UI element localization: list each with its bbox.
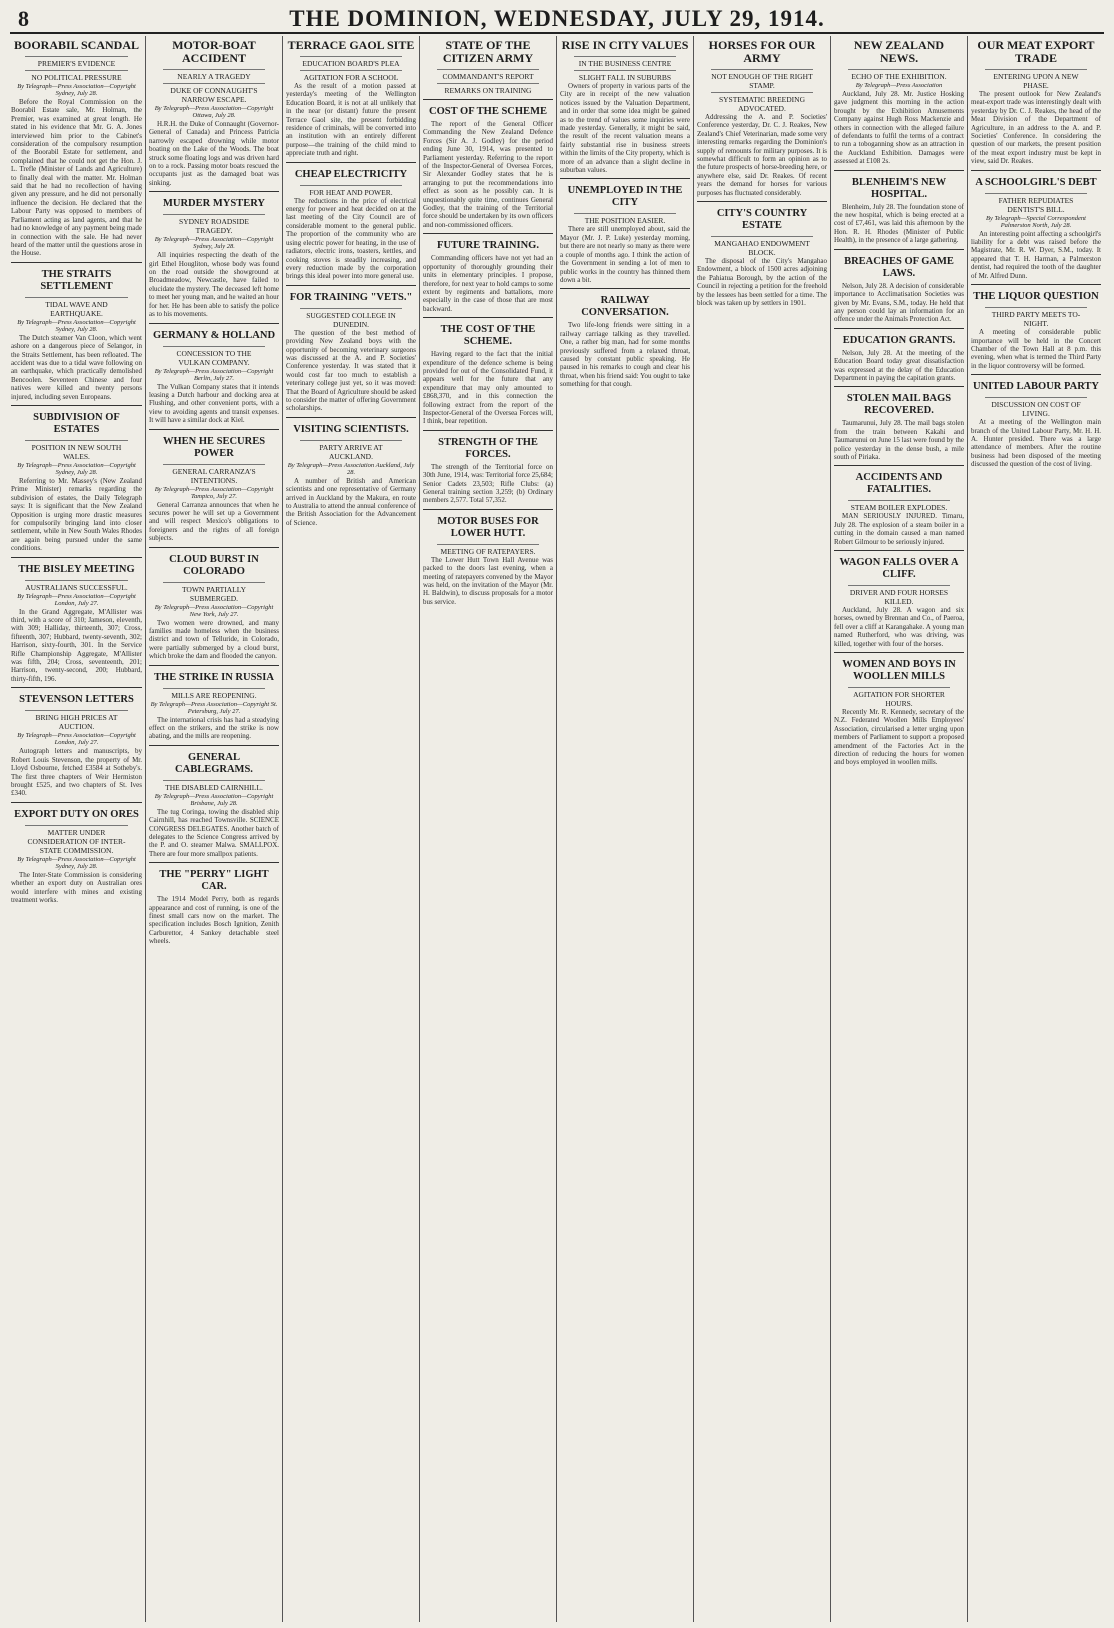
article-headline: STATE OF THE CITIZEN ARMY [442, 38, 534, 65]
article-paragraph: Nelson, July 28. A decision of considerable importance to Acclimatisation Societies was given by Mr. Evans, S.M., today. He held that any person could lay an information for an offence under the Animals Protection Act. [834, 281, 964, 324]
article-body [971, 90, 1101, 166]
article-subhead: EDUCATION BOARD'S PLEA [300, 56, 402, 68]
article-deck: SYDNEY ROADSIDE TRAGEDY. [163, 214, 265, 235]
article-body [11, 608, 142, 684]
page-number: 8 [18, 6, 29, 31]
article-divider [834, 328, 964, 329]
article-paragraph: Having regard to the fact that the initial expenditure of the defence scheme is being provided for out of the Consolidated Fund, it appears well for the future that any expenditure that may only amounted to £868,370, and in this connection the following extract from the report of the Inspector-General of the Oversea Forces will, I think, bear repetition. [423, 350, 553, 426]
article-divider [423, 99, 553, 100]
article [149, 191, 279, 318]
article [286, 36, 416, 158]
article-body [149, 716, 279, 741]
article-divider [149, 862, 279, 863]
article-body [423, 120, 553, 229]
article-body [286, 197, 416, 281]
article-body [834, 282, 964, 324]
article-divider [560, 288, 690, 289]
article-paragraph: Recently Mr. R. Kennedy, secretary of the N.Z. Federated Woollen Mills Employees' Association, circularised a letter urging upon members of Parliament to support a proposed amendment of the Factories Act in the direction of reducing the hours for women and boys employed in woollen mills. [834, 708, 964, 767]
article-headline: OUR MEAT EXPORT TRADE [977, 38, 1095, 65]
article-headline: THE BISLEY MEETING [18, 563, 135, 575]
article-paragraph: The Inter-State Commission is considering whether an export duty on Australian ores would interfere with mines and existing treatment works. [11, 870, 142, 904]
columns [8, 36, 1106, 1622]
article [560, 36, 690, 174]
article-paragraph: A number of British and American scientists and one representative of Germany arrived in Auckland by the Makura, en route to Australia to attend the annual conference of the British Association for the Advancement of Science. [286, 476, 416, 527]
article-body [834, 512, 964, 546]
article [834, 328, 964, 383]
article-deck: DISCUSSION ON COST OF LIVING. [985, 397, 1087, 418]
article-paragraph: The reductions in the price of electrical energy for power and heat decided on at the last meeting of the City Council are of considerable moment to the general public. The proportion of the community who are using electric power for heating, in the use of radiators, electric irons, toasters, kettles, and cooking stoves is steadily increasing, and every reduction made by the corporation brings this ideal power into more general use. [286, 196, 416, 281]
article-byline: By Telegraph—Press Association—Copyright Tampico, July 27. [154, 485, 274, 500]
article-headline: HORSES FOR OUR ARMY [708, 38, 816, 65]
article-deck: NO POLITICAL PRESSURE [25, 70, 128, 82]
article-paragraph: Before the Royal Commission on the Boorabil Estate sale, Mr. Holman, the Premier, was examined at great length. He stated in his evidence that Mr. G. A. Jones interviewed him prior to the Cabinet's consideration of the compulsory resumption of the Boorabil Estate for settlement, and complained that he could not get the Hon. J. L. Trefle (Minister of Lands and Agriculture) to finally deal with the matter. Mr. Holman said that he had no recollection of having given any pressure, and he did not personally influence the decision. He declared that the Labour Party was opposed to members of Parliament acting as land agents, and that he had no knowledge of any payment being made in connection with the sale. He had never heard of the matter until the questions arose in the House. [11, 98, 142, 258]
article-byline: By Telegraph—Press Association—Copyright Sydney, July 28. [17, 83, 136, 97]
article-divider [971, 284, 1101, 285]
article-headline: GENERAL CABLEGRAMS. [175, 751, 253, 775]
article [971, 36, 1101, 166]
article-subhead: IN THE BUSINESS CENTRE [574, 56, 676, 68]
article [834, 36, 964, 166]
article-divider [834, 386, 964, 387]
article-headline: STEVENSON LETTERS [19, 694, 134, 706]
article-paragraph: The Dutch steamer Van Cloon, which went ashore on a dangerous piece of Selangor, in the Straits Settlement, has been refloated. The accident was due to a tidal wave following on an earthquake, which practically demolished Bencoolen. Seventeen Chinese and four natives were killed and twenty persons injured, including seven Europeans. [11, 333, 142, 401]
article-headline: THE STRIKE IN RUSSIA [154, 671, 274, 683]
article [11, 36, 142, 258]
article-body [971, 328, 1101, 370]
article-headline: FOR TRAINING "VETS." [289, 291, 413, 303]
article-byline: By Telegraph—Press Association—Copyright Sydney, July 28. [154, 236, 274, 251]
article-paragraph: H.R.H. the Duke of Connaught (Governor-General of Canada) and Princess Patricia narrowly escaped drowning while motor boating on the Lake of the Woods. The boat struck some floating logs and was driven hard on to a rock. Passing motor boats rescued the occupants just as the damaged boat was sinking. [149, 120, 279, 187]
article [834, 652, 964, 767]
article-divider [149, 547, 279, 548]
article-body [834, 203, 964, 245]
article [149, 862, 279, 945]
article-headline: THE STRAITS SETTLEMENT [40, 268, 113, 292]
article-body [149, 895, 279, 945]
article-paragraph: MAN SERIOUSLY INJURED. Timaru, July 28. The explosion of a steam boiler in a cutting in the domain caused a man named Robert Gilmour to be seriously injured. [834, 512, 964, 546]
article-headline: EDUCATION GRANTS. [842, 334, 956, 346]
article [423, 317, 553, 426]
article-headline: COST OF THE SCHEME [429, 106, 547, 117]
article-body [11, 747, 142, 797]
article-byline: By Telegraph—Press Association—Copyright London, July 27. [17, 592, 136, 607]
article-paragraph: At a meeting of the Wellington main branch of the United Labour Party, Mr. H. H. A. Hunter presided. There was a large attendance of members. After the routine business had been disposed of the meeting discussed the question of the cost of living. [971, 418, 1101, 469]
article-deck: SUGGESTED COLLEGE IN DUNEDIN. [300, 308, 402, 329]
article [971, 374, 1101, 468]
article [971, 284, 1101, 370]
article-headline: RISE IN CITY VALUES [561, 38, 689, 52]
article-body [423, 463, 553, 505]
article [149, 547, 279, 661]
article-deck: MILLS ARE REOPENING. [163, 688, 265, 700]
article-paragraph: Referring to Mr. Massey's (New Zealand Prime Minister) remarks regarding the subdivision of estates, the Daily Telegraph says: It is significant that the New Zealand Opposition is urging more drastic measures for compulsorily bringing land into closer settlement, while in New South Wales Rhodes are again being pursued under the same conditions. [11, 476, 142, 553]
article-headline: STRENGTH OF THE FORCES. [438, 436, 538, 460]
article-headline: RAILWAY CONVERSATION. [581, 295, 669, 319]
article-byline: By Telegraph—Press Association—Copyright Sydney, July 28. [17, 318, 136, 333]
article-divider [11, 262, 142, 263]
article-byline: By Telegraph—Special Correspondent Palmerston North, July 28. [986, 214, 1086, 229]
article-byline: By Telegraph—Press Association—Copyright Brisbane, July 28. [154, 792, 274, 807]
article-headline: NEW ZEALAND NEWS. [853, 38, 945, 65]
article-divider [286, 417, 416, 418]
article-body [697, 257, 827, 307]
article-deck: MEETING OF RATEPAYERS. [437, 544, 539, 556]
article-body [423, 350, 553, 426]
article-deck: TOWN PARTIALLY SUBMERGED. [163, 582, 265, 603]
article-headline: STOLEN MAIL BAGS RECOVERED. [846, 393, 952, 417]
article [971, 170, 1101, 280]
column-4 [419, 36, 556, 1622]
article-deck: THE POSITION EASIER. [574, 213, 676, 225]
article-deck: MANGAHAO ENDOWMENT BLOCK. [711, 236, 813, 257]
article-byline: By Telegraph—Press Association—Copyright Sydney, July 28. [17, 461, 136, 476]
article-subhead: ENTERING UPON A NEW PHASE. [985, 69, 1087, 90]
article-paragraph: Commanding officers have not yet had an opportunity of thoroughly grounding their units in elementary principles. I propose, therefore, for next year to hold camps to some extent by regiments and battalions, more especially in the case of those that are most backward. [423, 254, 553, 313]
column-1 [8, 36, 145, 1622]
article-body [834, 708, 964, 767]
article-divider [697, 201, 827, 202]
article [423, 509, 553, 606]
column-3 [282, 36, 419, 1622]
article-deck: SYSTEMATIC BREEDING ADVOCATED. [711, 92, 813, 113]
article-body [286, 329, 416, 413]
article-byline: By Telegraph—Press Association—Copyright Berlin, July 27. [154, 367, 274, 382]
article [423, 233, 553, 313]
article-body [834, 90, 964, 166]
article-paragraph: The disposal of the City's Mangahao Endowment, a block of 1500 acres adjoining the Pahiatua Borough, by the action of the Council in rejecting a petition for the freehold by the lessees has been settled for a time. The block was taken up by settlers in 1901. [697, 257, 827, 308]
article-headline: WHEN HE SECURES POWER [162, 435, 266, 459]
article-deck: GENERAL CARRANZA'S INTENTIONS. [163, 464, 265, 485]
article-body [149, 251, 279, 318]
article [11, 557, 142, 684]
article-byline: By Telegraph—Press Association—Copyright London, July 27. [17, 732, 136, 747]
article [149, 429, 279, 543]
article-deck: THIRD PARTY MEETS TO-NIGHT. [985, 307, 1087, 328]
article-byline: By Telegraph—Press Association Auckland, July 28. [287, 461, 415, 476]
article-paragraph: The present outlook for New Zealand's meat-export trade was interestingly dealt with yesterday by Dr. C. J. Reakes, the head of the Meat Division of the Department of Agriculture, in an address to the A. and P. Societies' Conference. In considering the question of our markets, the present position of the meat export industry must be kept in view, said Dr. Reakes. [971, 90, 1101, 166]
article-deck: AUSTRALIANS SUCCESSFUL. [25, 580, 128, 592]
article-divider [834, 550, 964, 551]
article-body [149, 383, 279, 425]
article-deck: CONCESSION TO THE VULKAN COMPANY. [163, 346, 265, 367]
article [560, 178, 690, 284]
article-body [560, 82, 690, 174]
article-paragraph: Nelson, July 28. At the meeting of the Education Board today great dissatisfaction was expressed at the delay of the Education Department in paying the capitation grants. [834, 348, 964, 382]
article [11, 687, 142, 797]
article-deck: STEAM BOILER EXPLODES. [848, 500, 950, 512]
article-subhead: COMMANDANT'S REPORT [437, 69, 539, 81]
article-byline: By Telegraph—Press Association—Copyright New York, July 27. [154, 603, 274, 618]
article-paragraph: The international crisis has had a steadying effect on the strikers, and the strike is now abating, and the mills are reopening. [149, 715, 279, 741]
article [423, 99, 553, 229]
article-divider [286, 285, 416, 286]
article-byline: By Telegraph—Press Association—Copyright Ottawa, July 28. [154, 105, 274, 119]
article-subhead: PREMIER'S EVIDENCE [25, 56, 128, 68]
article-body [149, 120, 279, 187]
article [149, 36, 279, 187]
article-paragraph: Two life-long friends were sitting in a railway carriage talking as they travelled. One, a rather big man, had for some months previously suffered from a relaxed throat, caused by constant public speaking. He paused in his remarks to cough and clear his throat, when his friend said: You ought to take something for that cough. [560, 321, 690, 389]
article-divider [423, 233, 553, 234]
article-paragraph: There are still unemployed about, said the Mayor (Mr. J. P. Luke) yesterday morning, but there are not nearly so many as there were a couple of months ago. I think the action of the Government in sending a lot of men to public works in the country has thinned them down a bit. [560, 225, 690, 284]
article-headline: CHEAP ELECTRICITY [294, 168, 408, 180]
column-6 [693, 36, 830, 1622]
article-body [286, 82, 416, 158]
article-paragraph: The 1914 Model Perry, both as regards appearance and cost of running, is one of the finest small cars now on the market. The specification includes Bosch Ignition, Zenith Carburettor, 4 Sankey detachable steel wheels. [149, 895, 279, 946]
article [834, 465, 964, 546]
masthead [10, 6, 1104, 34]
article-divider [11, 557, 142, 558]
article-divider [149, 429, 279, 430]
article-divider [11, 802, 142, 803]
article-body [971, 418, 1101, 468]
article [11, 802, 142, 905]
article-headline: FUTURE TRAINING. [437, 240, 539, 252]
article-headline: CLOUD BURST IN COLORADO [169, 553, 259, 577]
article-body [149, 619, 279, 661]
article-paragraph: The report of the General Officer Commanding the New Zealand Defence Forces (Sir A. J. Godley) for the period ending June 30, 1914, was presented to Parliament yesterday. Referring to the report of the Inspector-General of Oversea Forces, Sir Alexander Godley states that he is arranging to put the recommendations into effect as soon as he possibly can. It is unquestionably quite time, continues General Godley, that the training of the Territorial force should be undertaken by its own officers and non-commissioned officers. [423, 120, 553, 229]
article-headline: EXPORT DUTY ON ORES [14, 808, 139, 820]
article-headline: VISITING SCIENTISTS. [293, 423, 409, 435]
article-paragraph: Owners of property in various parts of the City are in receipt of the new valuation notices issued by the Valuation Department, and in order that some idea might be gained as to the trend of values some inquiries were made yesterday. Generally, it might be said, the result of the recent valuation means a fairly substantial rise in business streets within the limits of the City property, which is more of an advance than a slight decline in suburban values. [560, 82, 690, 175]
column-2 [145, 36, 282, 1622]
article-headline: ACCIDENTS AND FATALITIES. [855, 472, 943, 496]
article-divider [423, 509, 553, 510]
article-body [11, 334, 142, 401]
article-deck: FATHER REPUDIATES DENTIST'S BILL. [985, 193, 1087, 214]
article-paragraph: The Lower Hutt Town Hall Avenue was packed to the doors last evening, when a meeting of ratepayers convened by the Mayor was held, on the invitation of the Mayor (Mr. H. Baldwin), to discuss proposals for a motor bus service. [423, 555, 553, 606]
article-headline: THE COST OF THE SCHEME. [440, 324, 536, 348]
article-paragraph: The Vulkan Company states that it intends leasing a Dutch harbour and docking area at Flushing, and other convenient ports, with a view to avoiding agents and transit expenses. It will have a similar dock at Kiel. [149, 382, 279, 425]
article [286, 285, 416, 413]
article-divider [149, 323, 279, 324]
article-deck: SLIGHT FALL IN SUBURBS [574, 70, 676, 82]
article-paragraph: The strength of the Territorial force on 30th June, 1914, was: Territorial force 25,684; Senior Cadets 23,503; Rifle Clubs: (a) General training section 3,259; (b) Ordinary members 2,577. Total 57,352. [423, 462, 553, 505]
article-deck: FOR HEAT AND POWER. [300, 185, 402, 197]
article-headline: THE "PERRY" LIGHT CAR. [159, 869, 269, 893]
article [149, 323, 279, 425]
article-deck: PARTY ARRIVE AT AUCKLAND. [300, 440, 402, 461]
article [834, 550, 964, 648]
article-paragraph: The tug Coringa, towing the disabled ship Cairnhill, has reached Townsville. SCIENCE CONGRESS DELEGATES. Another batch of delegates to the Science Congress arrived by the P. and O. steamer Malwa. SMALLPOX. There are four more smallpox patients. [149, 807, 279, 858]
article-paragraph: Autograph letters and manuscripts, by Robert Louis Stevenson, the property of Mr. Lloyd Osbourne, fetched £3584 at Sotheby's. The first three chapters of Weir Hermiston brought £525, and two chapters of St. Ives £340. [11, 747, 142, 798]
article-divider [834, 465, 964, 466]
article-deck: DRIVER AND FOUR HORSES KILLED. [848, 585, 950, 606]
article-divider [834, 170, 964, 171]
article-paragraph: Blenheim, July 28. The foundation stone of the new hospital, which is being erected at a cost of £7,461, was laid this afternoon by the Hon. R. H. Rhodes (Minister of Public Health), in the presence of a large gathering. [834, 202, 964, 245]
article-divider [149, 745, 279, 746]
article-headline: MOTOR BUSES FOR LOWER HUTT. [437, 515, 539, 539]
article-paragraph: Addressing the A. and P. Societies' Conference yesterday, Dr. C. J. Reakes, New Zealand's Chief Veterinarian, made some very interesting remarks regarding the Dominion's supply of remounts for military purposes. It is somewhat difficult to form an opinion as to the future prospects of horse-breeding here, or anywhere else, said Dr. Reakes. Of recent years the demand for horses for various purposes has fluctuated considerably. [697, 113, 827, 197]
article-deck: AGITATION FOR A SCHOOL [300, 70, 402, 82]
article-headline: TERRACE GAOL SITE [287, 38, 415, 52]
article-paragraph: All inquiries respecting the death of the girl Ethel Hougliton, whose body was found on the road outside the showground at Broadmeadow, Newcastle, have failed to elucidate the mystery. The deceased left home to meet her young man, and he waited an hour for her. He has been able to satisfy the police as to his movements. [149, 251, 279, 319]
article-headline: MOTOR-BOAT ACCIDENT [172, 38, 256, 65]
article-divider [560, 178, 690, 179]
column-5 [556, 36, 693, 1622]
article [697, 201, 827, 307]
article-paragraph: In the Grand Aggregate, M'Allister was third, with a score of 310; Jameson, eleventh, with 309; Halliday, thirteenth, 307; Cross, fifteenth, 307; Hubbard, twenty-seventh, 302; Harrison, sixty-fourth, 301. In the Service Rifle Championship Aggregate, M'Allister was fifth, 204; Cross, seventeenth, 201; Harrison, twenty-second, 200; Hubbard, thirty-fifth, 196. [11, 607, 142, 683]
article-deck: THE DISABLED CAIRNHILL. [163, 780, 265, 792]
article [423, 36, 553, 95]
article [149, 665, 279, 741]
article-deck: DUKE OF CONNAUGHT'S NARROW ESCAPE. [163, 83, 265, 104]
article-headline: UNEMPLOYED IN THE CITY [567, 185, 683, 209]
article-subhead: NEARLY A TRAGEDY [163, 69, 265, 81]
article-byline: By Telegraph—Press Association—Copyright Sydney, July 28. [17, 855, 136, 870]
article-body [11, 98, 142, 258]
article-body [697, 113, 827, 197]
article-headline: BREACHES OF GAME LAWS. [844, 255, 954, 279]
article-divider [423, 430, 553, 431]
article [834, 170, 964, 245]
article-divider [971, 170, 1101, 171]
article-headline: WOMEN AND BOYS IN WOOLLEN MILLS [842, 659, 956, 683]
article-deck: BRING HIGH PRICES AT AUCTION. [25, 710, 128, 731]
article-body [423, 556, 553, 606]
article-deck: ECHO OF THE EXHIBITION. [848, 69, 950, 81]
article [286, 417, 416, 527]
article [560, 288, 690, 388]
article-paragraph: Auckland, July 28. Mr. Justice Hosking gave judgment this morning in the action brought by the Exhibition Amusements Company against Hugh Ross Mackenzie and others in connection with the alleged failure of defendants to fulfil the terms of a contract to run a toboganning show as an attraction in the Auckland Exhibition. Damages were assessed at £108 2s. [834, 90, 964, 166]
article-body [560, 225, 690, 284]
article-divider [971, 374, 1101, 375]
article-headline: SUBDIVISION OF ESTATES [33, 411, 120, 435]
article-divider [11, 687, 142, 688]
article-headline: THE LIQUOR QUESTION [973, 291, 1099, 303]
article-divider [834, 249, 964, 250]
article-subhead: NOT ENOUGH OF THE RIGHT STAMP. [711, 69, 813, 90]
article-divider [834, 652, 964, 653]
article [11, 262, 142, 401]
article [149, 745, 279, 858]
article-body [423, 254, 553, 313]
article [834, 249, 964, 324]
article-paragraph: General Carranza announces that when he secures power he will set up a Government and will respect Mexico's obligations to foreigners and the rights of all foreign subjects. [149, 500, 279, 543]
article [11, 405, 142, 553]
article-byline: By Telegraph—Press Association—Copyright St. Petersburg, July 27. [150, 700, 278, 715]
column-7 [830, 36, 967, 1622]
article-divider [423, 317, 553, 318]
article-paragraph: The question of the best method of providing New Zealand boys with the opportunity of becoming veterinary surgeons was discussed at the A. and P. Societies' Conference yesterday. It was stated that it would cost far too much to establish a veterinary college just yet, so it was moved: That the Board of Agriculture should be asked to consider the matter of offering Government scholarships. [286, 328, 416, 413]
article-divider [11, 405, 142, 406]
article-headline: CITY'S COUNTRY ESTATE [716, 208, 808, 232]
article-byline: By Telegraph—Press Association [855, 82, 943, 89]
article-headline: MURDER MYSTERY [162, 198, 265, 210]
article-headline: UNITED LABOUR PARTY [972, 381, 1100, 393]
article-body [149, 501, 279, 543]
article-paragraph: An interesting point affecting a schoolgirl's liability for a debt was raised before the Magistrate, Mr. R. W. Dyer, S.M., today. It appeared that T. H. Harman, a Palmerston dentist, had required the tooth of the daughter of Mr. Alfred Dunn. [971, 229, 1101, 280]
article-headline: WAGON FALLS OVER A CLIFF. [839, 557, 959, 580]
article-body [286, 477, 416, 527]
article-body [560, 321, 690, 388]
article [834, 386, 964, 461]
article-paragraph: Taumarunui, July 28. The mail bags stolen from the train between Kakahi and Taumarunui on June 15 last were found by the police yesterday in the dense bush, a mile south of Piriaka. [834, 419, 964, 461]
article-headline: BLENHEIM'S NEW HOSPITAL. [851, 176, 947, 200]
article-deck: POSITION IN NEW SOUTH WALES. [25, 440, 128, 461]
newspaper-title: THE DOMINION, WEDNESDAY, JULY 29, 1914. [289, 6, 825, 31]
article-headline: BOORABIL SCANDAL [13, 38, 140, 52]
article-deck: REMARKS ON TRAINING [437, 83, 539, 95]
article [286, 162, 416, 281]
article-headline: GERMANY & HOLLAND [152, 329, 276, 341]
article-paragraph: Auckland, July 28. A wagon and six horses, owned by Brennan and Co., of Paeroa, fell over a cliff at Karangahake. A young man named Rutherford, who was driving, was killed, together with four of the horses. [834, 606, 964, 648]
article-paragraph: Two women were drowned, and many families made homeless when the business district and town of Telluride, in Colorado, were partially submerged by a cloud burst, which broke the dam and flooded the canyon. [149, 618, 279, 661]
article-deck: AGITATION FOR SHORTER HOURS. [848, 687, 950, 708]
article-paragraph: As the result of a motion passed at yesterday's meeting of the Wellington Education Board, it is not at all unlikely that in the near (or distant) future the present Terrace Gaol site, the present forbidding residence of criminals, will be converted into an institution with an entirely different purpose—the training of the child mind to appreciate truth and right. [286, 82, 416, 158]
article-body [834, 419, 964, 461]
article-body [834, 606, 964, 648]
column-8 [967, 36, 1104, 1622]
article-body [834, 349, 964, 383]
article-headline: A SCHOOLGIRL'S DEBT [975, 176, 1097, 188]
article-body [11, 871, 142, 905]
article-deck: TIDAL WAVE AND EARTHQUAKE. [25, 297, 128, 318]
article-body [11, 477, 142, 553]
article [423, 430, 553, 505]
article-paragraph: A meeting of considerable public importance will be held in the Concert Chamber of the Town Hall at 8 p.m. this evening, when what is termed the Third Party in the liquor controversy will be formed. [971, 328, 1101, 370]
article-divider [286, 162, 416, 163]
article-body [971, 230, 1101, 280]
article-body [149, 808, 279, 858]
article [697, 36, 827, 197]
article-divider [149, 191, 279, 192]
article-deck: MATTER UNDER CONSIDERATION OF INTER-STATE COMMISSION. [25, 825, 128, 855]
article-divider [149, 665, 279, 666]
